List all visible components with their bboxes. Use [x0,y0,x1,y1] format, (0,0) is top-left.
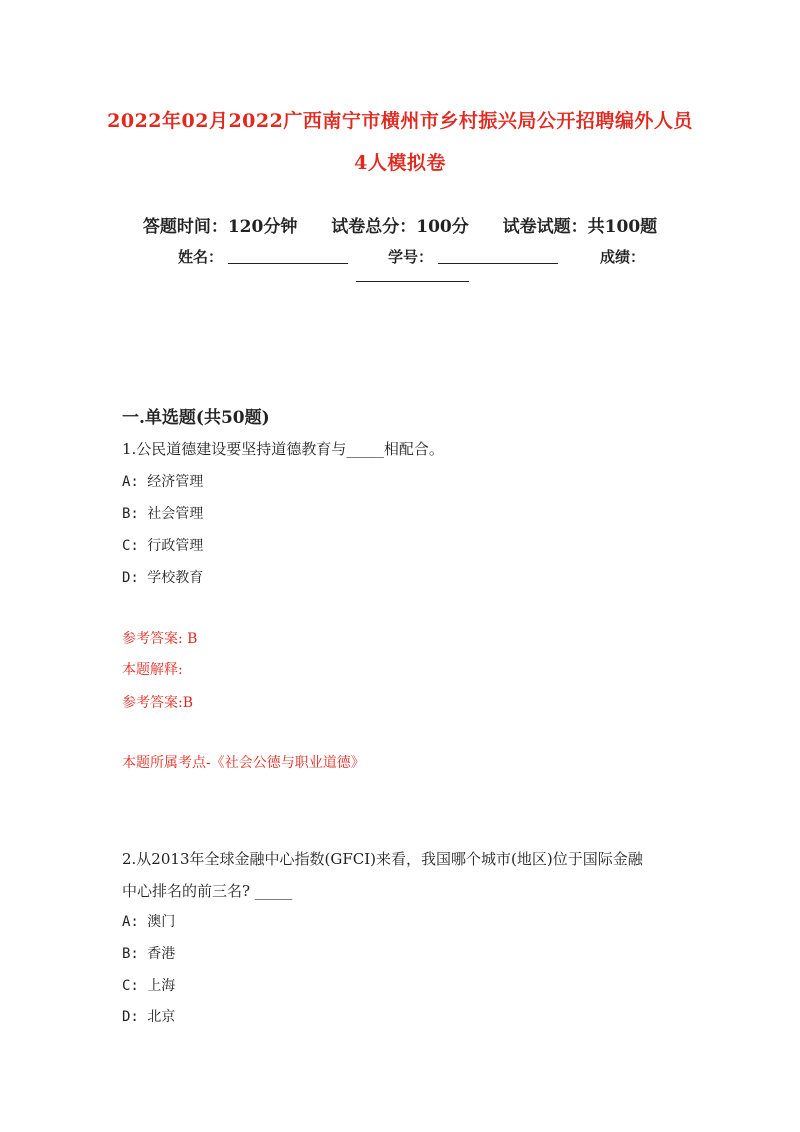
section-title: 一.单选题(共50题) [122,408,270,428]
question-2-option-b: B: 香港 [122,946,176,962]
question-1-topic: 本题所属考点-《社会公德与职业道德》 [122,755,365,771]
question-2-option-d: D: 北京 [122,1009,176,1025]
question-1-stem: 1.公民道德建设要坚持道德教育与_____相配合。 [122,440,444,458]
exam-title-line2: 4人模拟卷 [354,152,446,174]
student-id-label: 学号： [388,248,434,266]
question-1-option-a: A: 经济管理 [122,474,204,490]
name-label: 姓名： [178,248,224,266]
question-1-answer-repeat: 参考答案:B [122,695,194,711]
question-1-answer: 参考答案: B [122,631,198,647]
question-2-stem-line1: 2.从2013年全球金融中心指数(GFCI)来看，我国哪个城市(地区)位于国际金融 [122,850,643,868]
exam-total-score: 试卷总分：100分 [331,217,469,237]
exam-question-count: 试卷试题：共100题 [502,217,658,237]
student-id-blank [438,263,558,264]
question-2-stem-line2: 中心排名的前三名? _____ [122,882,293,900]
question-1-option-b: B: 社会管理 [122,506,204,522]
exam-title-line1: 2022年02月2022广西南宁市横州市乡村振兴局公开招聘编外人员 [107,110,693,132]
question-2-option-c: C: 上海 [122,978,176,994]
question-1-option-d: D: 学校教育 [122,570,204,586]
question-2-option-a: A: 澳门 [122,914,176,930]
score-label: 成绩： [600,248,646,266]
question-1-option-c: C: 行政管理 [122,538,204,554]
question-1-explain-label: 本题解释: [122,662,183,678]
exam-meta [0,212,800,237]
exam-time: 答题时间：120分钟 [142,217,298,237]
score-blank [356,281,469,282]
name-blank [228,263,348,264]
